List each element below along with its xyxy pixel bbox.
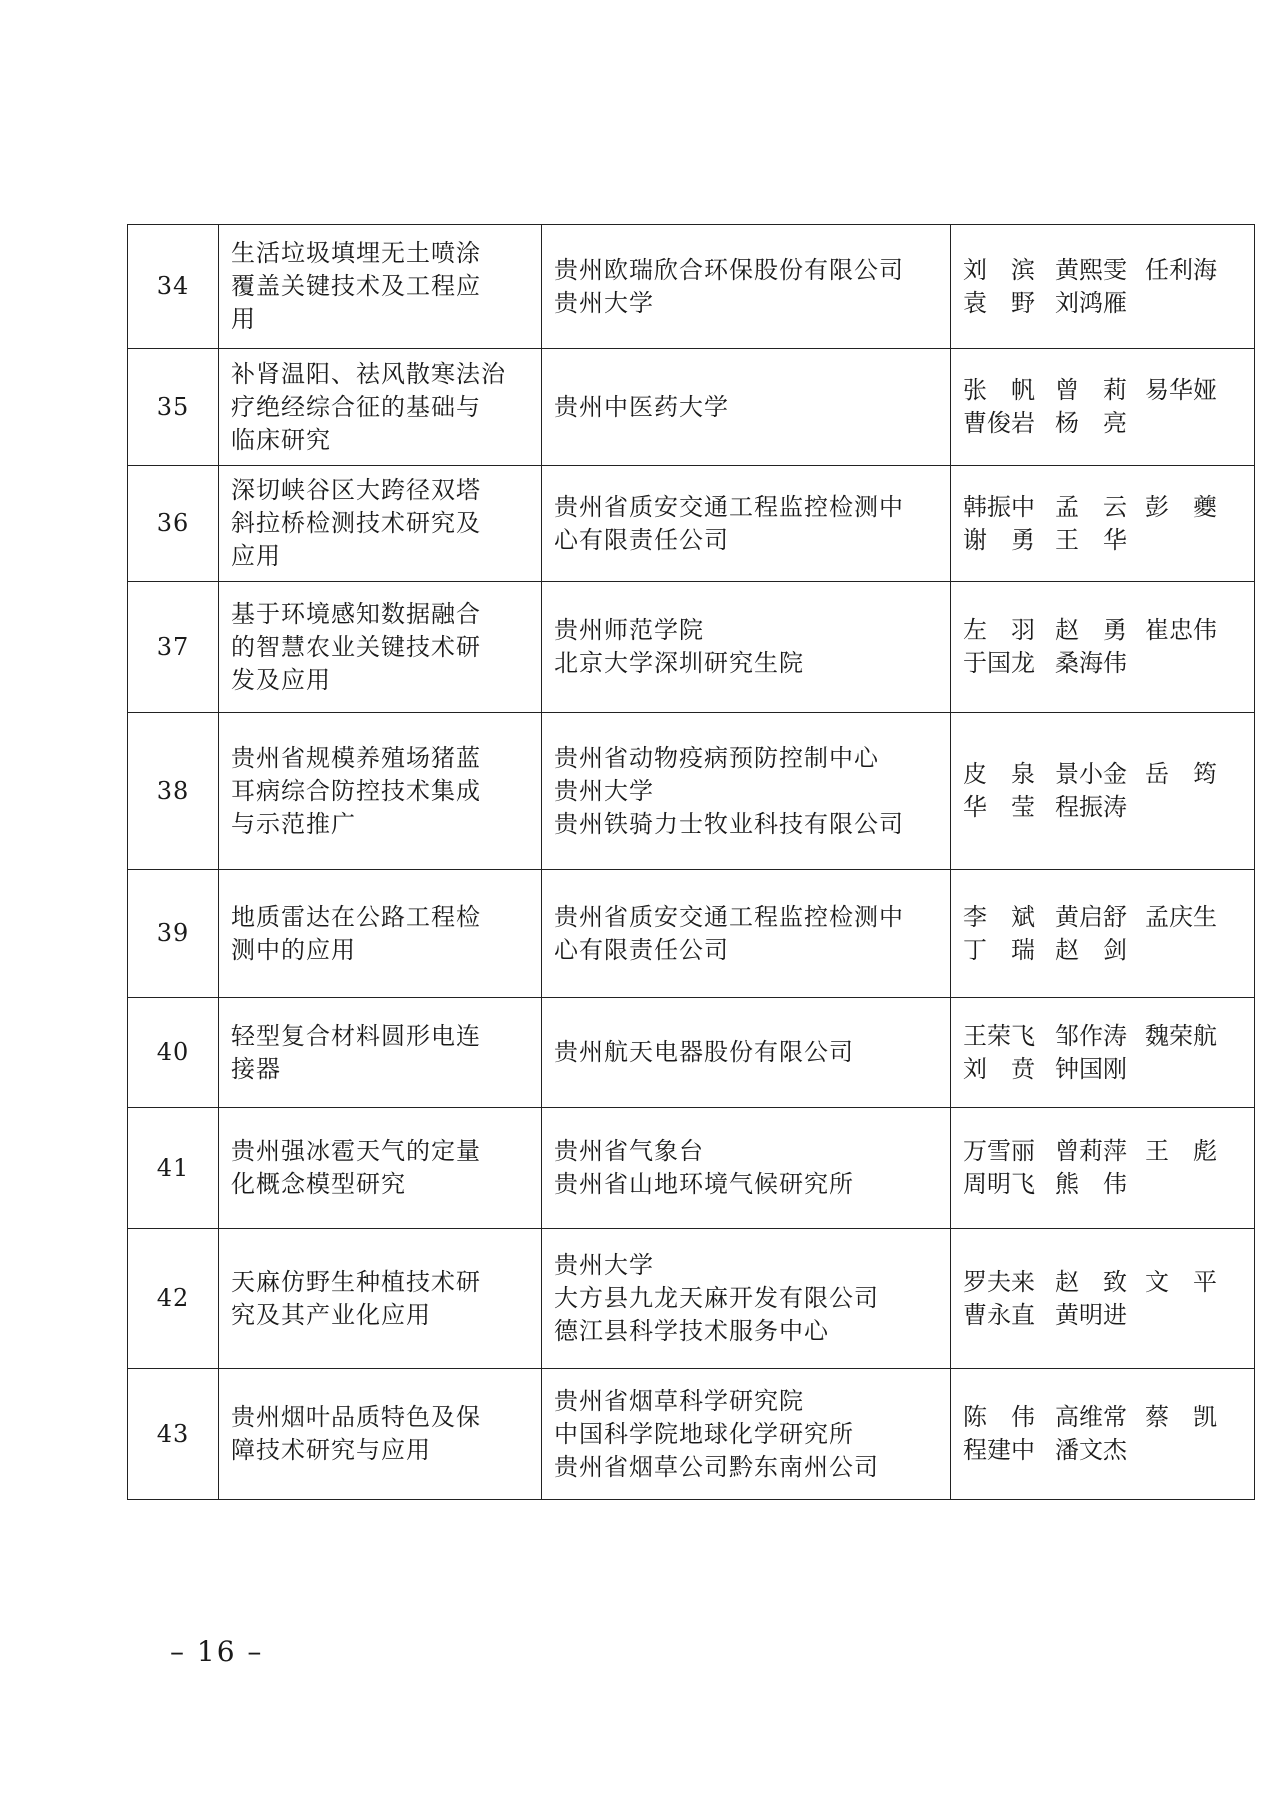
- organization-name: 贵州大学: [554, 1251, 654, 1279]
- row-number: 35: [128, 349, 219, 466]
- contributor-name: 曹永直: [963, 1300, 1035, 1329]
- organization-name: 贵州铁骑力士牧业科技有限公司: [554, 809, 904, 838]
- project-title-line: 接器: [231, 1054, 281, 1083]
- row-number: 40: [128, 998, 219, 1108]
- project-title-line: 贵州强冰雹天气的定量: [231, 1137, 481, 1165]
- project-title: [219, 1369, 542, 1500]
- table-row: [128, 349, 1255, 466]
- contributor-name: 袁 野: [963, 288, 1035, 317]
- organization-name: 贵州大学: [554, 776, 654, 805]
- organizations: [542, 349, 951, 466]
- contributor-list: [963, 1266, 1242, 1332]
- organization-name: 贵州省烟草公司黔东南州公司: [554, 1452, 879, 1481]
- contributor-list: [963, 374, 1242, 440]
- contributor-list: [963, 758, 1242, 824]
- organization-name: 心有限责任公司: [554, 935, 729, 964]
- contributors: [951, 1369, 1255, 1500]
- row-number: 38: [128, 713, 219, 870]
- row-number: 39: [128, 870, 219, 998]
- organization-name: 贵州省烟草科学研究院: [554, 1386, 804, 1415]
- project-title-line: 发及应用: [231, 665, 331, 694]
- contributor-name: 任利海: [1145, 255, 1217, 284]
- project-title: [219, 466, 542, 582]
- organization-name: 贵州航天电器股份有限公司: [554, 1038, 854, 1066]
- contributor-list: [963, 254, 1242, 320]
- contributor-name: 赵 致: [1055, 1267, 1127, 1296]
- row-number: 42: [128, 1229, 219, 1369]
- organization-name: 贵州欧瑞欣合环保股份有限公司: [554, 255, 904, 284]
- project-title-line: 地质雷达在公路工程检: [231, 902, 481, 931]
- contributor-name: 刘 贲: [963, 1054, 1035, 1083]
- contributors: [951, 225, 1255, 349]
- contributor-name: 刘 滨: [963, 255, 1035, 284]
- project-title-line: 深切峡谷区大跨径双塔: [231, 476, 481, 504]
- project-title: [219, 870, 542, 998]
- contributor-name: 于国龙: [963, 649, 1035, 677]
- contributors: [951, 713, 1255, 870]
- project-title: [219, 998, 542, 1108]
- contributor-list: [963, 491, 1242, 557]
- project-title: [219, 1108, 542, 1229]
- table-row: [128, 1369, 1255, 1500]
- project-title-line: 化概念模型研究: [231, 1170, 406, 1198]
- project-title-line: 究及其产业化应用: [231, 1300, 431, 1329]
- organizations: [542, 1108, 951, 1229]
- contributor-name: 杨 亮: [1055, 409, 1127, 437]
- contributor-name: 高维常: [1055, 1403, 1127, 1431]
- organizations: [542, 1229, 951, 1369]
- awards-table-body: [128, 225, 1255, 1500]
- project-title-line: 与示范推广: [231, 809, 356, 838]
- contributor-name: 易华娅: [1145, 376, 1217, 404]
- table-row: [128, 1229, 1255, 1369]
- project-title-line: 临床研究: [231, 425, 331, 454]
- organization-name: 大方县九龙天麻开发有限公司: [554, 1284, 879, 1312]
- contributor-name: 蔡 凯: [1145, 1403, 1217, 1431]
- contributor-list: [963, 614, 1242, 680]
- project-title-line: 生活垃圾填埋无土喷涂: [231, 239, 481, 267]
- contributor-name: 韩振中: [963, 492, 1035, 521]
- row-number: 36: [128, 466, 219, 582]
- contributor-name: 崔忠伟: [1145, 616, 1217, 644]
- row-number: 34: [128, 225, 219, 349]
- contributors: [951, 466, 1255, 582]
- organizations: [542, 582, 951, 713]
- organization-name: 中国科学院地球化学研究所: [554, 1419, 854, 1448]
- row-number: 41: [128, 1108, 219, 1229]
- contributor-name: 赵 剑: [1055, 935, 1127, 964]
- contributor-name: 李 斌: [963, 902, 1035, 931]
- organizations: [542, 225, 951, 349]
- contributors: [951, 1108, 1255, 1229]
- row-number: 43: [128, 1369, 219, 1500]
- organization-name: 德江县科学技术服务中心: [554, 1317, 829, 1345]
- contributor-name: 孟 云: [1055, 492, 1127, 521]
- table-row: [128, 998, 1255, 1108]
- contributor-name: 王 彪: [1145, 1137, 1217, 1165]
- project-title-line: 应用: [231, 542, 281, 570]
- contributor-name: 潘文杰: [1055, 1436, 1127, 1464]
- table-row: [128, 870, 1255, 998]
- contributor-name: 曹俊岩: [963, 409, 1035, 437]
- contributor-name: 孟庆生: [1145, 902, 1217, 931]
- organization-name: 贵州省气象台: [554, 1137, 704, 1165]
- project-title-line: 贵州省规模养殖场猪蓝: [231, 743, 481, 772]
- contributor-name: 程建中: [963, 1436, 1035, 1464]
- contributor-name: 皮 泉: [963, 760, 1035, 788]
- contributors: [951, 582, 1255, 713]
- contributors: [951, 998, 1255, 1108]
- contributor-name: 万雪丽: [963, 1137, 1035, 1165]
- project-title: [219, 582, 542, 713]
- project-title-line: 补肾温阳、祛风散寒法治: [231, 359, 506, 388]
- contributor-name: 彭 夔: [1145, 492, 1217, 521]
- contributors: [951, 1229, 1255, 1369]
- project-title-line: 疗绝经综合征的基础与: [231, 392, 481, 421]
- contributor-name: 邹作涛: [1055, 1021, 1127, 1050]
- contributor-name: 文 平: [1145, 1267, 1217, 1296]
- contributor-name: 陈 伟: [963, 1403, 1035, 1431]
- table-row: [128, 582, 1255, 713]
- project-title: [219, 713, 542, 870]
- contributor-name: 刘鸿雁: [1055, 288, 1127, 317]
- project-title-line: 障技术研究与应用: [231, 1436, 431, 1464]
- organization-name: 贵州省质安交通工程监控检测中: [554, 902, 904, 931]
- organizations: [542, 713, 951, 870]
- project-title: [219, 225, 542, 349]
- contributor-name: 赵 勇: [1055, 616, 1127, 644]
- project-title: [219, 349, 542, 466]
- organizations: [542, 1369, 951, 1500]
- organization-name: 贵州大学: [554, 288, 654, 317]
- project-title-line: 基于环境感知数据融合: [231, 599, 481, 628]
- table-row: [128, 466, 1255, 582]
- contributor-name: 王荣飞: [963, 1021, 1035, 1050]
- contributor-name: 罗夫来: [963, 1267, 1035, 1296]
- table-row: [128, 713, 1255, 870]
- contributor-name: 王 华: [1055, 525, 1127, 554]
- organizations: [542, 870, 951, 998]
- organization-name: 贵州省山地环境气候研究所: [554, 1170, 854, 1198]
- contributor-name: 魏荣航: [1145, 1021, 1217, 1050]
- project-title-line: 用: [231, 305, 256, 333]
- organizations: [542, 466, 951, 582]
- project-title-line: 天麻仿野生种植技术研: [231, 1267, 481, 1296]
- project-title-line: 覆盖关键技术及工程应: [231, 272, 481, 300]
- contributor-name: 程振涛: [1055, 793, 1127, 821]
- contributor-name: 钟国刚: [1055, 1054, 1127, 1083]
- contributor-name: 熊 伟: [1055, 1170, 1127, 1198]
- contributors: [951, 870, 1255, 998]
- contributor-name: 岳 筠: [1145, 760, 1217, 788]
- organization-name: 贵州中医药大学: [554, 392, 729, 421]
- contributor-name: 华 莹: [963, 793, 1035, 821]
- contributor-name: 黄明进: [1055, 1300, 1127, 1329]
- contributor-name: 左 羽: [963, 616, 1035, 644]
- contributor-name: 张 帆: [963, 376, 1035, 404]
- organization-name: 贵州省质安交通工程监控检测中: [554, 492, 904, 521]
- contributor-list: [963, 1135, 1242, 1201]
- contributor-name: 黄熙雯: [1055, 255, 1127, 284]
- contributor-list: [963, 901, 1242, 967]
- organization-name: 贵州省动物疫病预防控制中心: [554, 743, 879, 772]
- project-title-line: 轻型复合材料圆形电连: [231, 1021, 481, 1050]
- contributors: [951, 349, 1255, 466]
- awards-table: [127, 224, 1255, 1500]
- contributor-list: [963, 1401, 1242, 1467]
- organizations: [542, 998, 951, 1108]
- project-title-line: 贵州烟叶品质特色及保: [231, 1403, 481, 1431]
- contributor-name: 曾 莉: [1055, 376, 1127, 404]
- project-title: [219, 1229, 542, 1369]
- contributor-name: 丁 瑞: [963, 935, 1035, 964]
- contributor-name: 桑海伟: [1055, 649, 1127, 677]
- contributor-name: 景小金: [1055, 760, 1127, 788]
- contributor-name: 谢 勇: [963, 525, 1035, 554]
- row-number: 37: [128, 582, 219, 713]
- organization-name: 北京大学深圳研究生院: [554, 649, 804, 677]
- project-title-line: 斜拉桥检测技术研究及: [231, 509, 481, 537]
- contributor-name: 黄启舒: [1055, 902, 1127, 931]
- project-title-line: 测中的应用: [231, 935, 356, 964]
- table-row: [128, 225, 1255, 349]
- page-number: – 16 –: [170, 1635, 264, 1668]
- project-title-line: 耳病综合防控技术集成: [231, 776, 481, 805]
- organization-name: 贵州师范学院: [554, 616, 704, 644]
- table-row: [128, 1108, 1255, 1229]
- contributor-name: 曾莉萍: [1055, 1137, 1127, 1165]
- contributor-name: 周明飞: [963, 1170, 1035, 1198]
- project-title-line: 的智慧农业关键技术研: [231, 632, 481, 661]
- contributor-list: [963, 1020, 1242, 1086]
- organization-name: 心有限责任公司: [554, 525, 729, 554]
